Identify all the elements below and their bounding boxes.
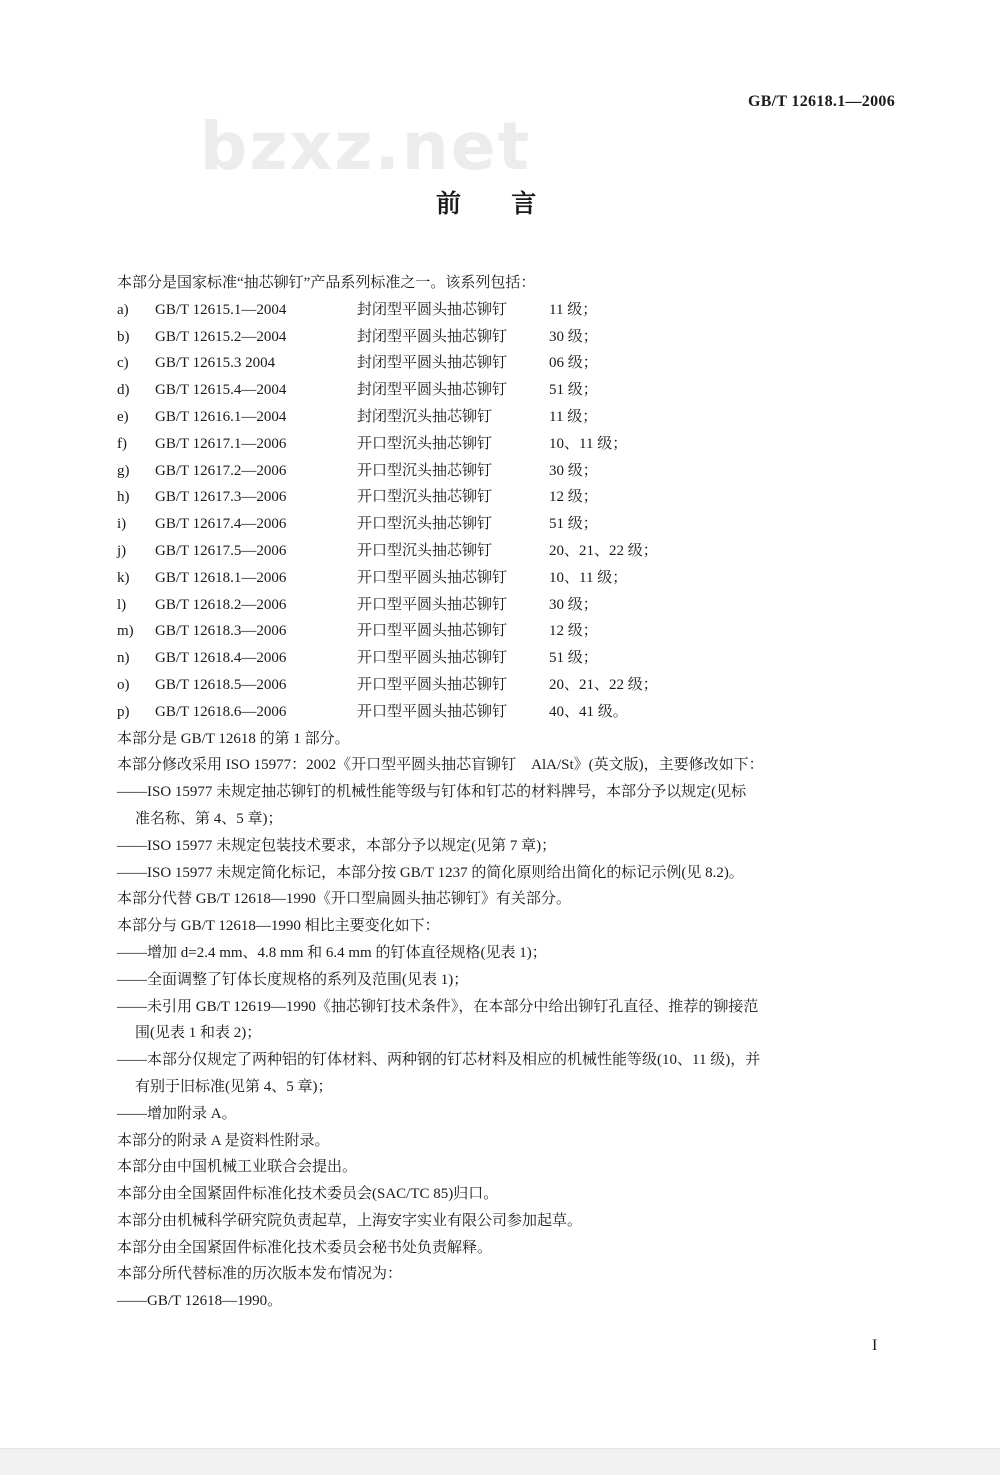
item-label: o) (117, 676, 130, 693)
series-list-item (117, 350, 907, 377)
rivet-name: 开口型平圆头抽芯铆钉 (357, 569, 508, 586)
standard-code: GB/T 12615.3 2004 (155, 355, 276, 372)
series-list (117, 297, 907, 726)
grade: 11 级； (549, 408, 598, 425)
standard-code: GB/T 12615.1—2004 (155, 301, 287, 318)
series-list-item (117, 538, 907, 565)
standard-code: GB/T 12617.1—2006 (155, 435, 287, 452)
text-line: ——全面调整了钉体长度规格的系列及范围(见表 1)； (117, 971, 469, 988)
rivet-name: 封闭型平圆头抽芯铆钉 (357, 328, 508, 345)
series-list-item (117, 645, 907, 672)
standard-code: GB/T 12615.2—2004 (155, 328, 287, 345)
rivet-name: 开口型沉头抽芯铆钉 (357, 462, 493, 479)
rivet-name: 开口型沉头抽芯铆钉 (357, 489, 493, 506)
text-line: 本部分由全国紧固件标准化技术委员会秘书处负责解释。 (117, 1239, 493, 1256)
text-line: 本部分的附录 A 是资料性附录。 (117, 1132, 330, 1149)
item-label: h) (117, 489, 130, 506)
text-line: ——ISO 15977 未规定简化标记，本部分按 GB/T 1237 的简化原则给出简化的标记示例(见 8.2)。 (117, 864, 744, 881)
text-line: 本部分由机械科学研究院负责起草，上海安字实业有限公司参加起草。 (117, 1212, 583, 1229)
text-line: 本部分由中国机械工业联合会提出。 (117, 1159, 358, 1176)
rivet-name: 封闭型平圆头抽芯铆钉 (357, 301, 508, 318)
series-list-item (117, 431, 907, 458)
rivet-name: 开口型沉头抽芯铆钉 (357, 516, 493, 533)
text-line: ——GB/T 12618—1990。 (117, 1293, 283, 1310)
standard-code: GB/T 12617.2—2006 (155, 462, 287, 479)
rivet-name: 开口型平圆头抽芯铆钉 (357, 650, 508, 667)
text-line: 围(见表 1 和表 2)； (135, 1025, 262, 1042)
text-line: 有别于旧标准(见第 4、5 章)； (135, 1078, 333, 1095)
standard-number-header: GB/T 12618.1—2006 (747, 93, 895, 110)
grade: 12 级； (549, 489, 598, 506)
grade: 30 级； (549, 462, 598, 479)
rivet-name: 开口型平圆头抽芯铆钉 (357, 676, 508, 693)
page-number: I (872, 1337, 878, 1354)
text-line: 本部分与 GB/T 12618—1990 相比主要变化如下： (117, 918, 440, 935)
series-list-item (117, 404, 907, 431)
item-label: k) (117, 569, 130, 586)
standard-code: GB/T 12618.6—2006 (155, 703, 287, 720)
grade: 20、21、22 级； (549, 676, 658, 693)
text-line: 本部分所代替标准的历次版本发布情况为： (117, 1266, 403, 1283)
standard-code: GB/T 12615.4—2004 (155, 382, 287, 399)
text-line: ——本部分仅规定了两种铝的钉体材料、两种钢的钉芯材料及相应的机械性能等级(10、11 级)，并 (117, 1052, 761, 1069)
standard-code: GB/T 12618.4—2006 (155, 650, 287, 667)
series-list-item (117, 324, 907, 351)
text-line: ——增加附录 A。 (117, 1105, 237, 1122)
standard-code: GB/T 12618.5—2006 (155, 676, 287, 693)
text-line: 本部分是 GB/T 12618 的第 1 部分。 (117, 730, 350, 747)
item-label: p) (117, 703, 130, 720)
standard-code: GB/T 12617.3—2006 (155, 489, 287, 506)
text-line: 本部分修改采用 ISO 15977：2002《开口型平圆头抽芯盲铆钉 AlA/St》(英文版)，主要修改如下： (117, 757, 764, 774)
text-line: 本部分代替 GB/T 12618—1990《开口型扁圆头抽芯铆钉》有关部分。 (117, 891, 571, 908)
rivet-name: 开口型平圆头抽芯铆钉 (357, 596, 508, 613)
item-label: c) (117, 355, 129, 372)
item-label: g) (117, 462, 130, 479)
text-line: ——未引用 GB/T 12619—1990《抽芯铆钉技术条件》，在本部分中给出铆钉孔直径、推荐的铆接范 (117, 998, 759, 1015)
rivet-name: 封闭型平圆头抽芯铆钉 (357, 355, 508, 372)
viewer-bottom-bar (0, 1448, 1000, 1475)
item-label: n) (117, 650, 130, 667)
grade: 30 级； (549, 596, 598, 613)
rivet-name: 开口型平圆头抽芯铆钉 (357, 623, 508, 640)
grade: 06 级； (549, 355, 598, 372)
series-list-item (117, 511, 907, 538)
standard-code: GB/T 12616.1—2004 (155, 408, 287, 425)
standard-code: GB/T 12618.3—2006 (155, 623, 287, 640)
grade: 51 级； (549, 382, 598, 399)
series-list-item (117, 592, 907, 619)
standard-code: GB/T 12618.2—2006 (155, 596, 287, 613)
rivet-name: 封闭型沉头抽芯铆钉 (357, 408, 493, 425)
standard-code: GB/T 12617.5—2006 (155, 542, 287, 559)
series-list-item (117, 458, 907, 485)
item-label: b) (117, 328, 130, 345)
rivet-name: 开口型平圆头抽芯铆钉 (357, 703, 508, 720)
grade: 30 级； (549, 328, 598, 345)
series-list-item (117, 699, 907, 726)
series-list-item (117, 484, 907, 511)
grade: 40、41 级。 (549, 703, 628, 720)
watermark: bzxz.net (200, 108, 532, 185)
text-line: 本部分由全国紧固件标准化技术委员会(SAC/TC 85)归口。 (117, 1186, 499, 1203)
item-label: m) (117, 623, 134, 640)
grade: 20、21、22 级； (549, 542, 658, 559)
text-line: ——ISO 15977 未规定抽芯铆钉的机械性能等级与钉体和钉芯的材料牌号，本部分予以规定(见标 (117, 784, 747, 801)
series-list-item (117, 618, 907, 645)
rivet-name: 封闭型平圆头抽芯铆钉 (357, 382, 508, 399)
grade: 10、11 级； (549, 435, 628, 452)
document-body (117, 270, 907, 1315)
rivet-name: 开口型沉头抽芯铆钉 (357, 435, 493, 452)
item-label: a) (117, 301, 129, 318)
series-list-item (117, 672, 907, 699)
standard-code: GB/T 12618.1—2006 (155, 569, 287, 586)
standard-code: GB/T 12617.4—2006 (155, 516, 287, 533)
series-list-item (117, 297, 907, 324)
item-label: f) (117, 435, 127, 452)
item-label: j) (117, 542, 127, 559)
item-label: l) (117, 596, 127, 613)
page-title: 前 言 (436, 191, 559, 218)
series-list-item (117, 377, 907, 404)
rivet-name: 开口型沉头抽芯铆钉 (357, 542, 493, 559)
intro-paragraph: 本部分是国家标准“抽芯铆钉”产品系列标准之一。该系列包括： (117, 275, 536, 291)
text-line: ——ISO 15977 未规定包装技术要求，本部分予以规定(见第 7 章)； (117, 837, 557, 854)
body-lines (117, 726, 907, 1316)
grade: 12 级； (549, 623, 598, 640)
item-label: i) (117, 516, 127, 533)
grade: 10、11 级； (549, 569, 628, 586)
text-line: ——增加 d=2.4 mm、4.8 mm 和 6.4 mm 的钉体直径规格(见表 1)； (117, 944, 547, 961)
grade: 51 级； (549, 516, 598, 533)
item-label: e) (117, 408, 129, 425)
grade: 11 级； (549, 301, 598, 318)
grade: 51 级； (549, 650, 598, 667)
item-label: d) (117, 382, 130, 399)
text-line: 准名称、第 4、5 章)； (135, 810, 283, 827)
series-list-item (117, 565, 907, 592)
